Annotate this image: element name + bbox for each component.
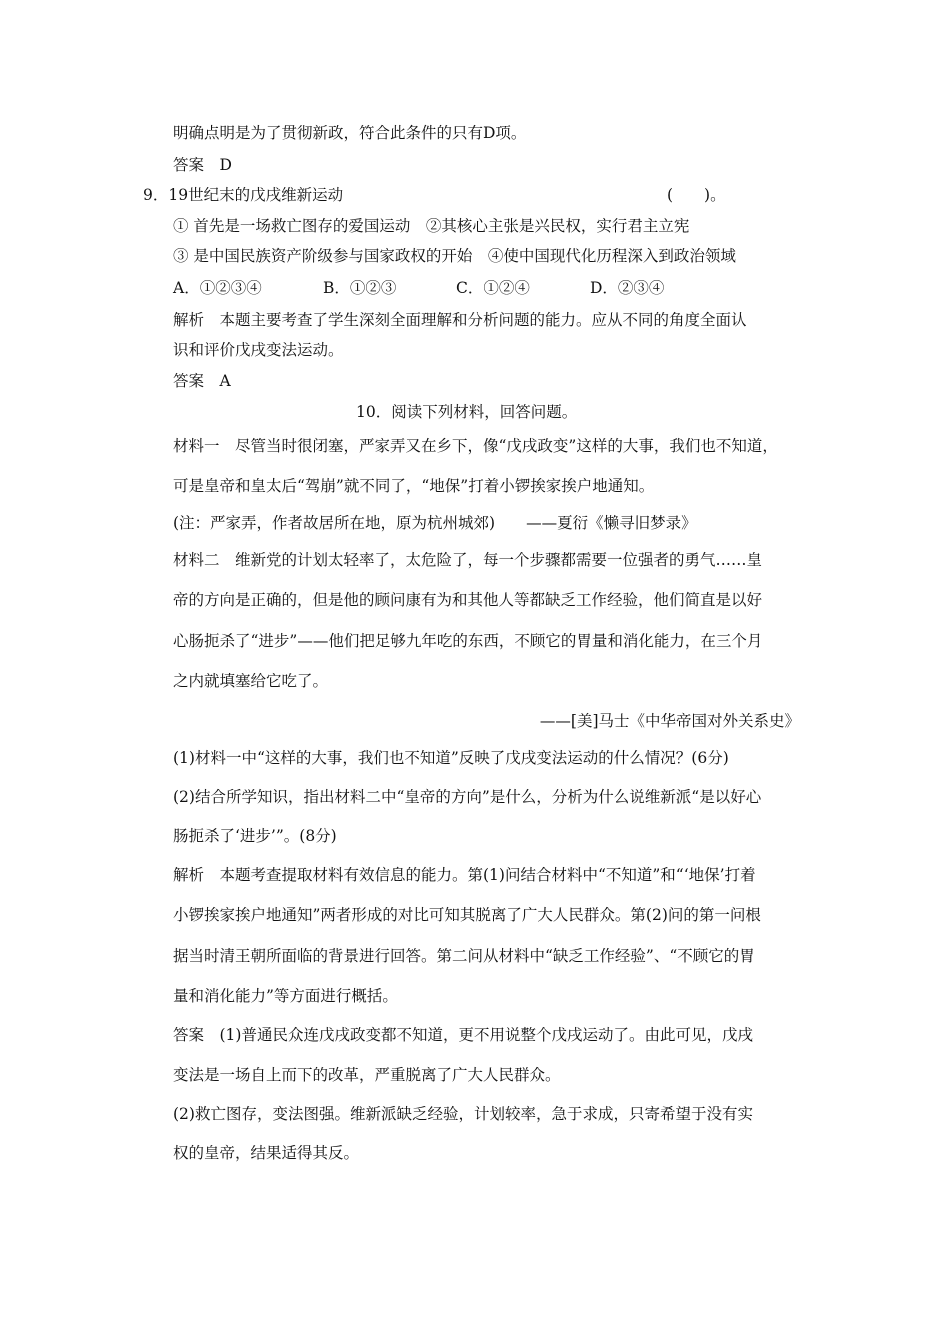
q10-answer-2: 变法是一场自上而下的改革，严重脱离了广大人民群众。 bbox=[173, 1066, 561, 1084]
q10-answer-1: 答案 (1)普通民众连戊戌政变都不知道，更不用说整个戊戌运动了。由此可见，戊戌 bbox=[173, 1026, 753, 1044]
q9-explanation-1: 解析 本题主要考查了学生深刻全面理解和分析问题的能力。应从不同的角度全面认 bbox=[173, 311, 747, 329]
q9-items-1-2: ① 首先是一场救亡图存的爱国运动 ②其核心主张是兴民权，实行君主立宪 bbox=[173, 217, 690, 235]
q9-items-3-4: ③ 是中国民族资产阶级参与国家政权的开始 ④使中国现代化历程深入到政治领域 bbox=[173, 247, 736, 265]
q10-subquestion-1: (1)材料一中“这样的大事，我们也不知道”反映了戊戌变法运动的什么情况？(6分) bbox=[173, 749, 729, 767]
q10-subquestion-2-line1: (2)结合所学知识，指出材料二中“皇帝的方向”是什么，分析为什么说维新派“是以好心 bbox=[173, 788, 762, 806]
q9-option-b: B．①②③ bbox=[323, 279, 397, 297]
q10-explanation-3: 据当时清王朝所面临的背景进行回答。第二问从材料中“缺乏工作经验”、“不顾它的胃 bbox=[173, 947, 755, 965]
q9-stem: 9．19世纪末的戊戌维新运动 bbox=[143, 186, 344, 204]
q10-material2-source: ——[美]马士《中华帝国对外关系史》 bbox=[539, 712, 800, 730]
q10-explanation-4: 量和消化能力”等方面进行概括。 bbox=[173, 987, 398, 1005]
q10-explanation-1: 解析 本题考查提取材料有效信息的能力。第(1)问结合材料中“不知道”和“‘地保’打着 bbox=[173, 866, 756, 884]
prev-answer-line: 答案 D bbox=[173, 156, 232, 174]
q9-option-c: C．①②④ bbox=[456, 279, 530, 297]
q10-material2-line3: 心肠扼杀了“进步”——他们把足够九年吃的东西，不顾它的胃量和消化能力，在三个月 bbox=[173, 632, 763, 650]
q10-answer-4: 权的皇帝，结果适得其反。 bbox=[173, 1144, 360, 1162]
q10-material1-note: (注：严家弄，作者故居所在地，原为杭州城郊) ——夏衍《懒寻旧梦录》 bbox=[173, 514, 697, 532]
q10-material2-line1: 材料二 维新党的计划太轻率了，太危险了，每一个步骤都需要一位强者的勇气……皇 bbox=[173, 551, 763, 569]
q10-explanation-2: 小锣挨家挨户地通知”两者形成的对比可知其脱离了广大人民群众。第(2)问的第一问根 bbox=[173, 906, 761, 924]
q10-material1-line1: 材料一 尽管当时很闭塞，严家弄又在乡下，像“戊戌政变”这样的大事，我们也不知道， bbox=[173, 437, 778, 455]
q9-answer-blank: ( )。 bbox=[667, 186, 726, 204]
q9-option-d: D．②③④ bbox=[590, 279, 665, 297]
q9-explanation-2: 识和评价戊戌变法运动。 bbox=[173, 341, 344, 359]
q10-material2-line2: 帝的方向是正确的，但是他的顾问康有为和其他人等都缺乏工作经验，他们简直是以好 bbox=[173, 591, 763, 609]
q9-answer: 答案 A bbox=[173, 372, 231, 390]
q9-option-a: A．①②③④ bbox=[173, 279, 262, 297]
prev-explanation-line: 明确点明是为了贯彻新政，符合此条件的只有D项。 bbox=[173, 124, 527, 142]
q10-material2-line4: 之内就填塞给它吃了。 bbox=[173, 672, 329, 690]
q10-subquestion-2-line2: 肠扼杀了‘进步’”。(8分) bbox=[173, 827, 337, 845]
q10-heading: 10．阅读下列材料，回答问题。 bbox=[356, 403, 578, 421]
q10-material1-line2: 可是皇帝和皇太后“驾崩”就不同了，“地保”打着小锣挨家挨户地通知。 bbox=[173, 477, 655, 495]
q10-answer-3: (2)救亡图存，变法图强。维新派缺乏经验，计划较率，急于求成，只寄希望于没有实 bbox=[173, 1105, 753, 1123]
